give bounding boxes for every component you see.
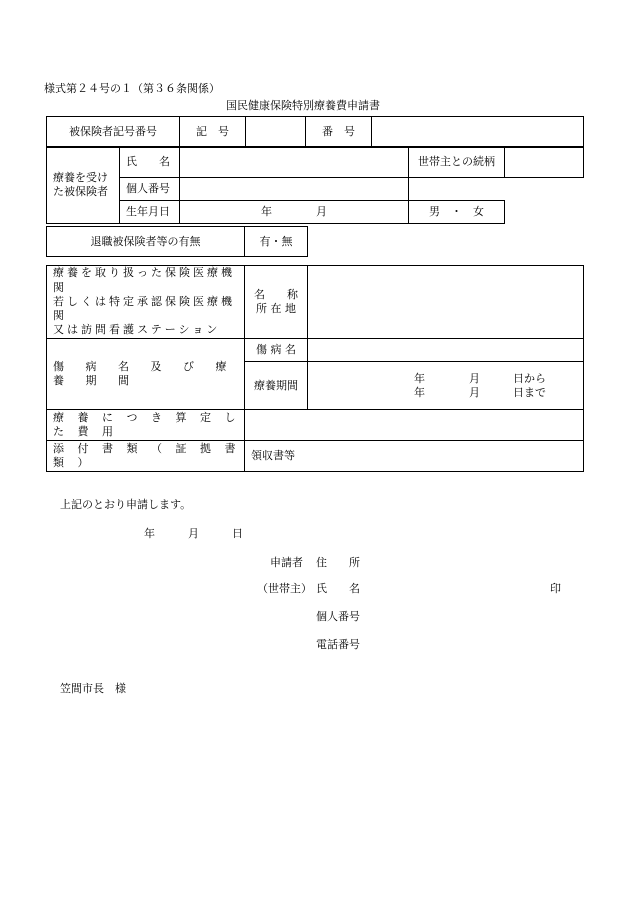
retired-value[interactable]: 有・無	[245, 227, 308, 257]
addressee: 笠間市長 様	[60, 682, 126, 695]
birthdate-label: 生年月日	[120, 201, 180, 224]
symbol-field[interactable]	[246, 117, 306, 148]
applicant-personal-number-label: 個人番号	[316, 610, 360, 623]
recipient-table	[46, 146, 584, 224]
form-title: 国民健康保険特別療養費申請書	[226, 99, 380, 112]
birthdate-field[interactable]: 年 月	[180, 201, 409, 224]
personal-number-field[interactable]	[180, 178, 409, 201]
medical-table	[46, 265, 584, 472]
recipient-label: 療養を受け た被保険者	[47, 147, 120, 224]
illness-name-field[interactable]	[308, 339, 584, 362]
relationship-field[interactable]	[505, 147, 584, 178]
cost-label: 療 養 に つ き 算 定 し た 費 用	[47, 410, 245, 441]
illness-period-label: 傷 病 名 及 び 療 養 期 間	[47, 339, 245, 410]
form-number: 様式第２４号の１（第３６条関係）	[44, 82, 220, 95]
insured-number-label: 被保険者記号番号	[47, 117, 180, 148]
period-to: 年 月 日まで	[414, 385, 546, 399]
name-address-label: 名 称 所 在 地	[245, 266, 308, 339]
personal-number-label: 個人番号	[120, 178, 180, 201]
attachments-label: 添 付 書 類 （ 証 拠 書 類 ）	[47, 441, 245, 472]
household-head-label: （世帯主）	[257, 582, 312, 595]
number-label: 番 号	[306, 117, 372, 148]
address-label: 住 所	[316, 556, 360, 569]
institution-label: 療養を取り扱った保険医療機関 若しくは特定承認保険医療機関 又は訪問看護ステーション	[47, 266, 245, 339]
name-field[interactable]	[180, 147, 409, 178]
period-label: 療養期間	[245, 362, 308, 410]
phone-label: 電話番号	[316, 638, 360, 651]
symbol-label: 記 号	[180, 117, 246, 148]
name-label: 氏 名	[120, 147, 180, 178]
statement: 上記のとおり申請します。	[60, 498, 192, 511]
insured-number-table	[46, 116, 584, 148]
illness-name-label: 傷 病 名	[245, 339, 308, 362]
seal-mark: 印	[550, 582, 561, 595]
retired-table	[46, 226, 308, 257]
applicant-label: 申請者	[270, 556, 303, 569]
cost-field[interactable]	[245, 410, 584, 441]
attachments-value: 領収書等	[245, 441, 584, 472]
period-field[interactable]	[308, 362, 584, 410]
relationship-label: 世帯主との続柄	[409, 147, 505, 178]
period-from: 年 月 日から	[414, 371, 546, 385]
date-line[interactable]: 年 月 日	[144, 527, 243, 540]
gender-field[interactable]: 男 ・ 女	[409, 201, 505, 224]
applicant-name-label: 氏 名	[316, 582, 360, 595]
institution-field[interactable]	[308, 266, 584, 339]
number-field[interactable]	[372, 117, 584, 148]
retired-label: 退職被保険者等の有無	[47, 227, 245, 257]
